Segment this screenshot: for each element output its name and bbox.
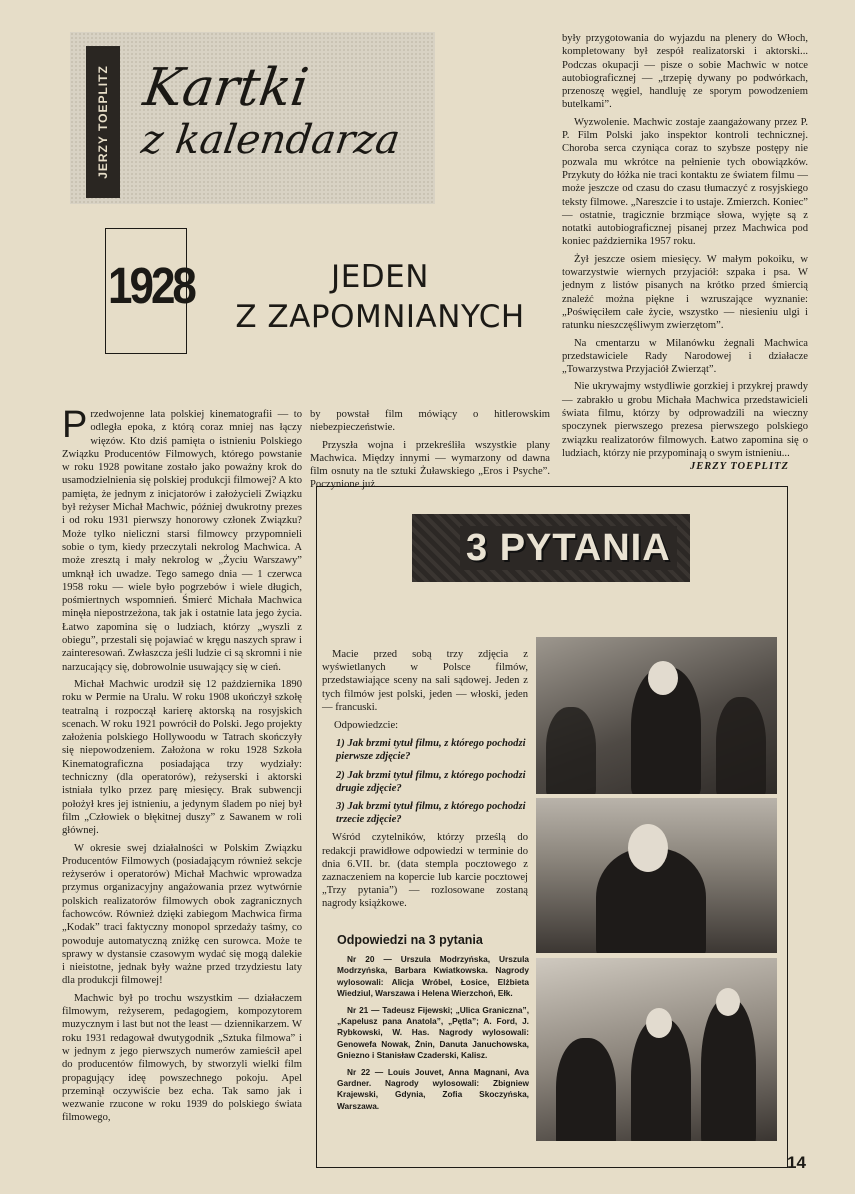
face-shape [628, 824, 668, 872]
result-entry: Nr 20 — Urszula Modrzyńska, Urszula Modrzyńska, Barbara Kwiatkowska. Nagrody wylosowali: Alicja Wróbel, Łosice, Elżbieta Wiedziul, Warszawa i Helena Wierzchoń, Ełk. [337, 954, 529, 999]
results-list [337, 954, 529, 1117]
author-name: JERZY TOEPLITZ [96, 65, 110, 179]
face-shape [646, 1008, 672, 1038]
paragraph: Na cmentarzu w Milanówku żegnali Machwica przedstawiciele Rady Narodowej i działacze „Towarzystwa Przyjaciół Zwierząt”. [562, 337, 808, 376]
author-vertical-label [86, 46, 120, 198]
quiz-title-banner [412, 514, 690, 582]
quiz-rules: Wśród czytelników, którzy prześlą do redakcji prawidłowe odpowiedzi w terminie do dnia 6.VII. br. (data stempla pocztowego z zaznaczeniem na kopercie lub karcie pocztowej „Trzy pytania”) — rozlosowane zostaną nagrody książkowe. [322, 832, 528, 910]
figure-shape [701, 998, 756, 1141]
quiz-question-1: 1) Jak brzmi tytuł filmu, z którego pochodzi pierwsze zdjęcie? [336, 738, 526, 763]
film-still-3 [536, 958, 777, 1141]
paragraph [62, 404, 302, 674]
paragraph: Michał Machwic urodził się 12 października 1890 roku w Permie na Uralu. W roku 1908 ukończył szkołę teatralną i rozpoczął karierę aktorską na rosyjskich scenach. W roku 1921 powrócił do Polski. Jego projekty założenia polskiego Hollywoodu w Tatrach skończyły się niepowodzeniem. Założona w roku 1928 Szkoła Kinematograficzna posiadająca trzy wydziały: techniczny (dla operatorów), reżyserski i aktorski istniała tylko przez parę miesięcy. Brak subwencji położył kres jej istnieniu, a jedynym śladem po niej był film „Człowiek o błękitnej duszy” z Sawanem w roli głównej. [62, 678, 302, 837]
quiz-answers-label: Odpowiedzcie: [334, 720, 399, 732]
paragraph-text: rzedwojenne lata polskiej kinematografii — to odległa epoka, z którą coraz mniej nas łączy więzów. Kto dziś pamięta o istnieniu Polskiego Związku Producentów Filmowych, którego powstanie w roku 1928 powitane zostało jako poważny krok do usamodzielnienia się polskiej produkcji filmowej? A kto pamięta, że jednym z inicjatorów i założycieli Związku był reżyser Michał Machwic, później dwukrotny prezes i od roku 1931 pierwszy honorowy członek Związku? Może tylko nieliczni starsi filmowcy przypomnieli sobie o tym, kiedy przeczytali nekrolog Machwica. A może zresztą i mały nekrolog w „Życiu Warszawy” umknął ich uwadze. Tego samego dnia — 1 czerwca 1958 roku — wiele było pogrzebów i wiele długich, pośmiertnych wspomnień. Śmierć Michała Machwica minęła niepostrzeżona, tak jak i ostatnie lata jego życia. Łatwo zapomina się o ludziach, którzy „wyszli z obiegu”, przestali się pojawiać w kręgu naszych spraw i zainteresowań. Zwłaszcza jeśli ludzie ci są skromni i nie narzucający się, dobrowolnie usuwający się w cień. [62, 409, 302, 673]
paragraph: by powstał film mówiący o hitlerowskim niebezpieczeństwie. [310, 409, 550, 434]
paragraph: Przyszła wojna i przekreśliła wszystkie plany Machwica. Między innymi — wymarzony od dawna film osnuty na tle sztuki Żuławskiego „Eros i Psyche”. Poczynione już [310, 439, 550, 491]
paragraph: Wyzwolenie. Machwic zostaje zaangażowany przez P. P. Film Polski jako inspektor kontroli technicznej. Choroba serca czyniąca coraz to szybsze postępy nie pozwala mu wkrótce na pełnienie tych obowiązków. Przykuty do łóżka nie traci kontaktu ze światem filmu — może jeszcze od czasu do czasu tłumaczyć z rosyjskiego teksty filmowe. „Nareszcie i to ustaje. Zmierzch. Koniec” — ostatnie, tragicznie brzmiące słowa, wyjęte są z notatki autobiograficznej pisanej przez Machwica pod koniec października 1957 roku. [562, 116, 808, 248]
film-still-2 [536, 798, 777, 953]
year-label: 1928 [108, 258, 194, 315]
film-still-1 [536, 637, 777, 794]
quiz-text [322, 648, 528, 916]
article-column-3 [562, 32, 808, 464]
figure-shape [716, 697, 766, 794]
quiz-question-2: 2) Jak brzmi tytuł filmu, z którego pochodzi drugie zdjęcie? [336, 769, 526, 794]
column-title-line1: Kartki [139, 58, 312, 118]
face-shape [648, 661, 678, 695]
article-column-1 [62, 404, 302, 1129]
paragraph: były przygotowania do wyjazdu na plenery do Włoch, kompletowany był zespół realizatorski i aktorski... Podczas okupacji — pisze o sobie Machwic w notce autobiograficznej — „trzepię dywany po podwórkach, przenoszę węgiel, handluję ze sporym powodzeniem butelkami”. [562, 33, 808, 111]
article-heading [210, 257, 550, 337]
column-title-line2: z kalendarza [138, 117, 403, 163]
article-column-2 [310, 408, 550, 496]
face-shape [716, 988, 740, 1016]
figure-shape [546, 707, 596, 794]
result-entry: Nr 22 — Louis Jouvet, Anna Magnani, Ava Gardner. Nagrody wylosowali: Zbigniew Krajewski, Gdynia, Zofia Skoczyńska, Warszawa. [337, 1066, 529, 1111]
paragraph: Machwic był po trochu wszystkim — działaczem filmowym, reżyserem, pedagogiem, kompozytorem muzycznym i last but not the least — dziennikarzem. W roku 1931 redagował dwutygodnik „Sztuka filmowa” i w jednym z jego pierwszych numerów zamieścił apel do producentów filmowych, by stworzyli wielki film propagujący ideę powszechnego pokoju. Apel przeminął oczywiście bez echa. Tak samo jak i wezwanie rzucone w roku 1939 do polskiego świata filmowego, [62, 992, 302, 1124]
results-heading: Odpowiedzi na 3 pytania [337, 933, 483, 947]
paragraph: Nie ukrywajmy wstydliwie gorzkiej i przykrej prawdy — zabrakło u grobu Michała Machwica przedstawicieli świata filmu, którzy by odprowadzili na wieczny spoczynek pierwszego prezesa pierwszego polskiego związku realizatorów filmowych. Łatwo zapomina się o ludziach, którzy nie przypominają o swym istnieniu... [562, 381, 808, 459]
quiz-title: 3 PYTANIA [460, 526, 677, 570]
quiz-intro: Macie przed sobą trzy zdjęcia z wyświetlanych w Polsce filmów, przedstawiające sceny na sali sądowej. Jeden z tych filmów jest polski, jeden — włoski, jeden — francuski. [322, 649, 528, 713]
page-number: 14 [787, 1153, 806, 1172]
figure-shape [556, 1038, 616, 1141]
result-entry: Nr 21 — Tadeusz Fijewski; „Ulica Graniczna”, „Kapelusz pana Anatola”, „Pętla”; A. Ford, J. Rybkowski, W. Has. Nagrody wylosowali: Genowefa Nowak, Żnin, Danuta Januchowska, Gniezno i Stanisław Czaderski, Kalisz. [337, 1004, 529, 1061]
quiz-question-3: 3) Jak brzmi tytuł filmu, z którego pochodzi trzecie zdjęcie? [336, 801, 526, 826]
byline: JERZY TOEPLITZ [690, 461, 789, 472]
column-title [140, 60, 430, 200]
article-heading-line1: JEDEN [331, 259, 429, 295]
paragraph: W okresie swej działalności w Polskim Związku Producentów Filmowych (posiadającym również sekcje reżyserów i operatorów) Michał Machwic wprowadza przymus organizacyjny angażowania przez wytwórnie polskich realizatorów filmowych obok zagranicznych fachowców. Również dzięki zabiegom Machwica firma „Kodak” traci faktyczny monopol sprzedaży taśmy, co powoduje automatyczną zniżkę cen surowca. Może te sprawy w dystansie czasowym wydać się mogą dalekie i nieistotne, jednak były ważne przed trzydziestu laty dla produkcji filmowej! [62, 842, 302, 987]
drop-cap: P [62, 404, 88, 446]
paragraph: Żył jeszcze osiem miesięcy. W małym pokoiku, w towarzystwie wiernych przyjaciół: szpaka i psa. W jednym z listów pisanych na krótko przed śmiercią znaleźć można piękne i wzruszające wyznanie: „Poświęciłem całe życie, wszystko — niesieniu ulgi i ratunku nieszczęśliwym zwierzętom”. [562, 253, 808, 332]
article-heading-line2: Z ZAPOMNIANYCH [235, 299, 525, 335]
